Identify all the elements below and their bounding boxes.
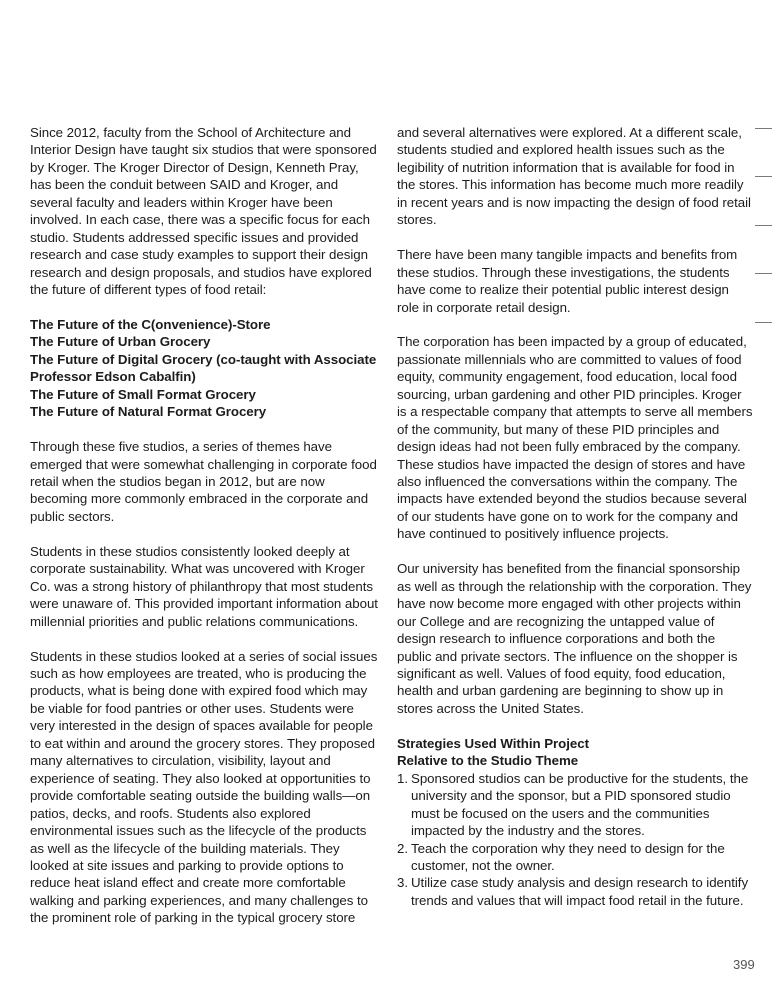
list-item: 1. Sponsored studios can be productive for the students, the university and the sponsor, but a PID sponsored studio must be focused on the users and the communities impacted by the industry and the stores. <box>397 770 749 839</box>
margin-tick <box>755 225 772 226</box>
list-item: 2. Teach the corporation why they need to design for the customer, not the owner. <box>397 840 725 873</box>
themes-paragraph: Through these five studios, a series of themes have emerged that were somewhat challenging in corporate food retail when the studios began in 2012, but are now becoming more commonly embraced in the corporate and public sectors. <box>30 439 377 524</box>
right-column <box>397 124 753 909</box>
list-item: 3. Utilize case study analysis and design research to identify trends and values that will impact food retail in the future. <box>397 875 749 908</box>
impacts-paragraph: There have been many tangible impacts and benefits from these studios. Through these investigations, the students have come to realize their potential public interest design role in corporate retail design. <box>397 247 738 315</box>
studio-title: The Future of Digital Grocery (co-taught with Associate Professor Edson Cabalfin) <box>30 351 377 385</box>
left-column <box>30 124 382 944</box>
sustainability-paragraph: Students in these studios consistently looked deeply at corporate sustainability. What was uncovered with Kroger Co. was a strong history of philanthropy that most students were unaware of. This provided important information about millennial priorities and public relations communications. <box>30 543 378 629</box>
margin-tick <box>755 322 772 323</box>
strategies-list <box>397 770 753 910</box>
studio-title: The Future of Natural Format Grocery <box>30 404 267 420</box>
margin-tick <box>755 128 772 129</box>
social-issues-paragraph: Students in these studios looked at a series of social issues such as how employees are treated, who is producing the products, what is being done with expired food which may be viable for food pantries or other uses. Students were very interested in the design of spaces available for people to eat within and around the grocery stores. They proposed many alternatives to circulation, visibility, layout and experience of seating. They also looked at opportunities to provide comfortable seating outside the building walls—on patios, decks, and roofs. Students also explored environmental issues such as the lifecycle of the products as well as the lifecycle of the building materials. They looked at site issues and parking to provide options to reduce heat island effect and create more comfortable walking and parking experiences, and many challenges to the prominent role of parking in the typical grocery store <box>30 648 378 926</box>
margin-tick <box>755 176 772 177</box>
university-paragraph: Our university has benefited from the financial sponsorship as well as through the relationship with the corporation. They have now become more engaged with other projects within our College and are recognizing the untapped value of design research to influence corporations and both the public and private sectors. The influence on the shopper is significant as well. Values of food equity, food education, health and urban gardening are beginning to show up in stores across the United States. <box>397 561 752 716</box>
studio-title: The Future of Urban Grocery <box>30 334 211 350</box>
studio-title: The Future of Small Format Grocery <box>30 386 256 402</box>
studio-title: The Future of the C(onvenience)-Store <box>30 316 271 332</box>
margin-tick <box>755 273 772 274</box>
intro-paragraph: Since 2012, faculty from the School of Architecture and Interior Design have taught six studios that were sponsored by Kroger. The Kroger Director of Design, Kenneth Pray, has been the conduit between SAID and Kroger, and several faculty and leaders within Kroger have been involved. In each case, there was a specific focus for each studio. Students addressed specific issues and provided research and case study examples to support their design research and design proposals, and studios have explored the future of different types of food retail: <box>30 125 377 298</box>
corporation-paragraph: The corporation has been impacted by a group of educated, passionate millennials who are committed to values of food equity, community engagement, food education, local food sourcing, urban gardening and other PID principles. Kroger is a respectable company that attempts to serve all members of the community, but many of these PID principles and design ideas had not been fully embraced by the company. These studios have impacted the design of stores and have also influenced the conversations within the company. The impacts have extended beyond the studios because several of our students have gone on to work for the company and have continued to positively influence projects. <box>397 334 753 542</box>
page-number: 399 <box>733 957 755 972</box>
studio-titles-list <box>30 316 382 421</box>
alternatives-paragraph: and several alternatives were explored. At a different scale, students studied and explored health issues such as the legibility of nutrition information that is available for food in the stores. This information has become much more readily in recent years and is now impacting the design of food retail stores. <box>397 125 751 228</box>
strategies-heading: Strategies Used Within Project Relative to the Studio Theme <box>397 735 589 769</box>
